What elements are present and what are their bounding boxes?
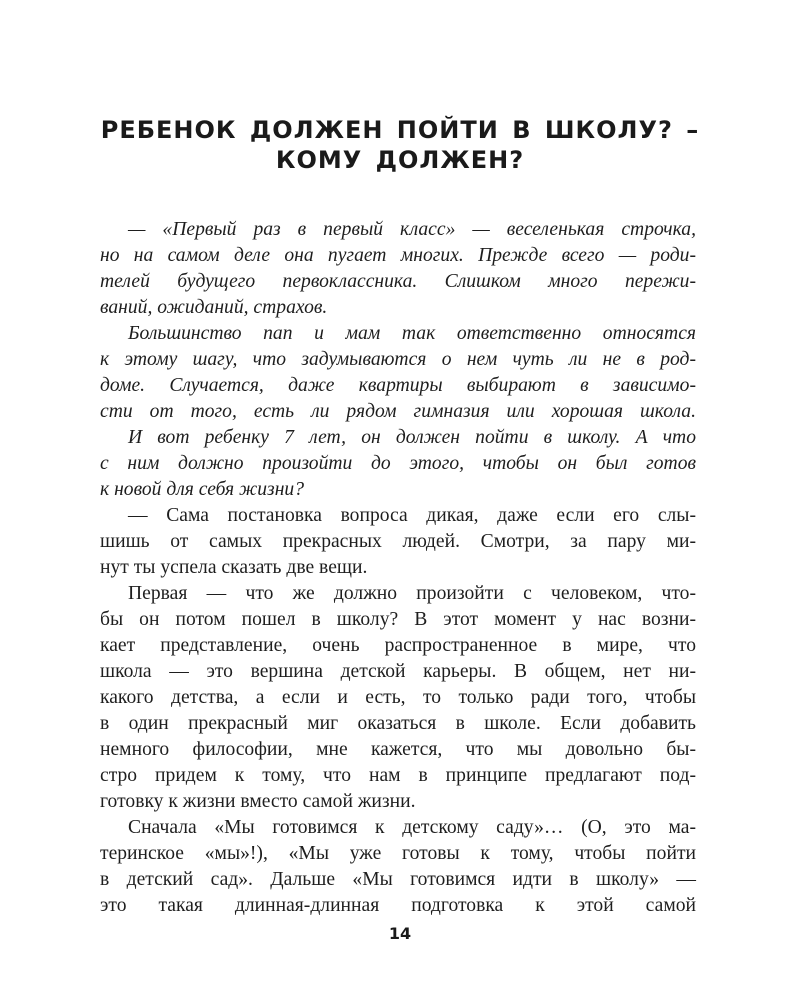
text-line: стро придем к тому, что нам в принципе предлагают под- bbox=[100, 765, 696, 786]
text-line: ваний, ожиданий, страхов. bbox=[100, 297, 328, 318]
text-line: доме. Случается, даже квартиры выбирают в зависимо- bbox=[100, 375, 696, 396]
text-line: кает представление, очень распространенное в мире, что bbox=[100, 635, 696, 656]
text-line: бы он потом пошел в школу? В этот момент у нас возни- bbox=[100, 609, 696, 630]
text-line: Сначала «Мы готовимся к детскому саду»… (О, это ма- bbox=[128, 817, 696, 838]
text-line: какого детства, а если и есть, то только ради того, чтобы bbox=[100, 687, 696, 708]
text-line: И вот ребенку 7 лет, он должен пойти в школу. А что bbox=[128, 427, 696, 448]
text-line: школа — это вершина детской карьеры. В общем, нет ни- bbox=[100, 661, 696, 682]
text-line: теринское «мы»!), «Мы уже готовы к тому, чтобы пойти bbox=[100, 843, 696, 864]
text-line: готовку к жизни вместо самой жизни. bbox=[100, 791, 416, 812]
text-line: к новой для себя жизни? bbox=[100, 479, 305, 500]
text-line: сти от того, есть ли рядом гимназия или хорошая школа. bbox=[100, 401, 696, 422]
text-line: в один прекрасный миг оказаться в школе. Если добавить bbox=[100, 713, 696, 734]
text-line: с ним должно произойти до этого, чтобы он был готов bbox=[100, 453, 696, 474]
text-line: шишь от самых прекрасных людей. Смотри, за пару ми- bbox=[100, 531, 696, 552]
chapter-title-line-2: КОМУ ДОЛЖЕН? bbox=[275, 146, 525, 174]
text-line: телей будущего первоклассника. Слишком много пережи- bbox=[100, 271, 696, 292]
text-line: — Сама постановка вопроса дикая, даже если его слы- bbox=[128, 505, 696, 526]
text-line: нут ты успела сказать две вещи. bbox=[100, 557, 368, 578]
page-number: 14 bbox=[388, 924, 412, 943]
text-line: Первая — что же должно произойти с человеком, что- bbox=[128, 583, 696, 604]
text-line: к этому шагу, что задумываются о нем чуть ли не в род- bbox=[100, 349, 696, 370]
text-line: в детский сад». Дальше «Мы готовимся идти в школу» — bbox=[100, 869, 696, 890]
text-line: это такая длинная-длинная подготовка к этой самой bbox=[100, 895, 696, 916]
chapter-title-line-1: РЕБЕНОК ДОЛЖЕН ПОЙТИ В ШКОЛУ? – bbox=[100, 116, 700, 144]
text-line: немного философии, мне кажется, что мы довольно бы- bbox=[100, 739, 696, 760]
text-line: — «Первый раз в первый класс» — веселенькая строчка, bbox=[128, 219, 696, 240]
text-line: Большинство пап и мам так ответственно относятся bbox=[128, 323, 696, 344]
text-line: но на самом деле она пугает многих. Прежде всего — роди- bbox=[100, 245, 696, 266]
